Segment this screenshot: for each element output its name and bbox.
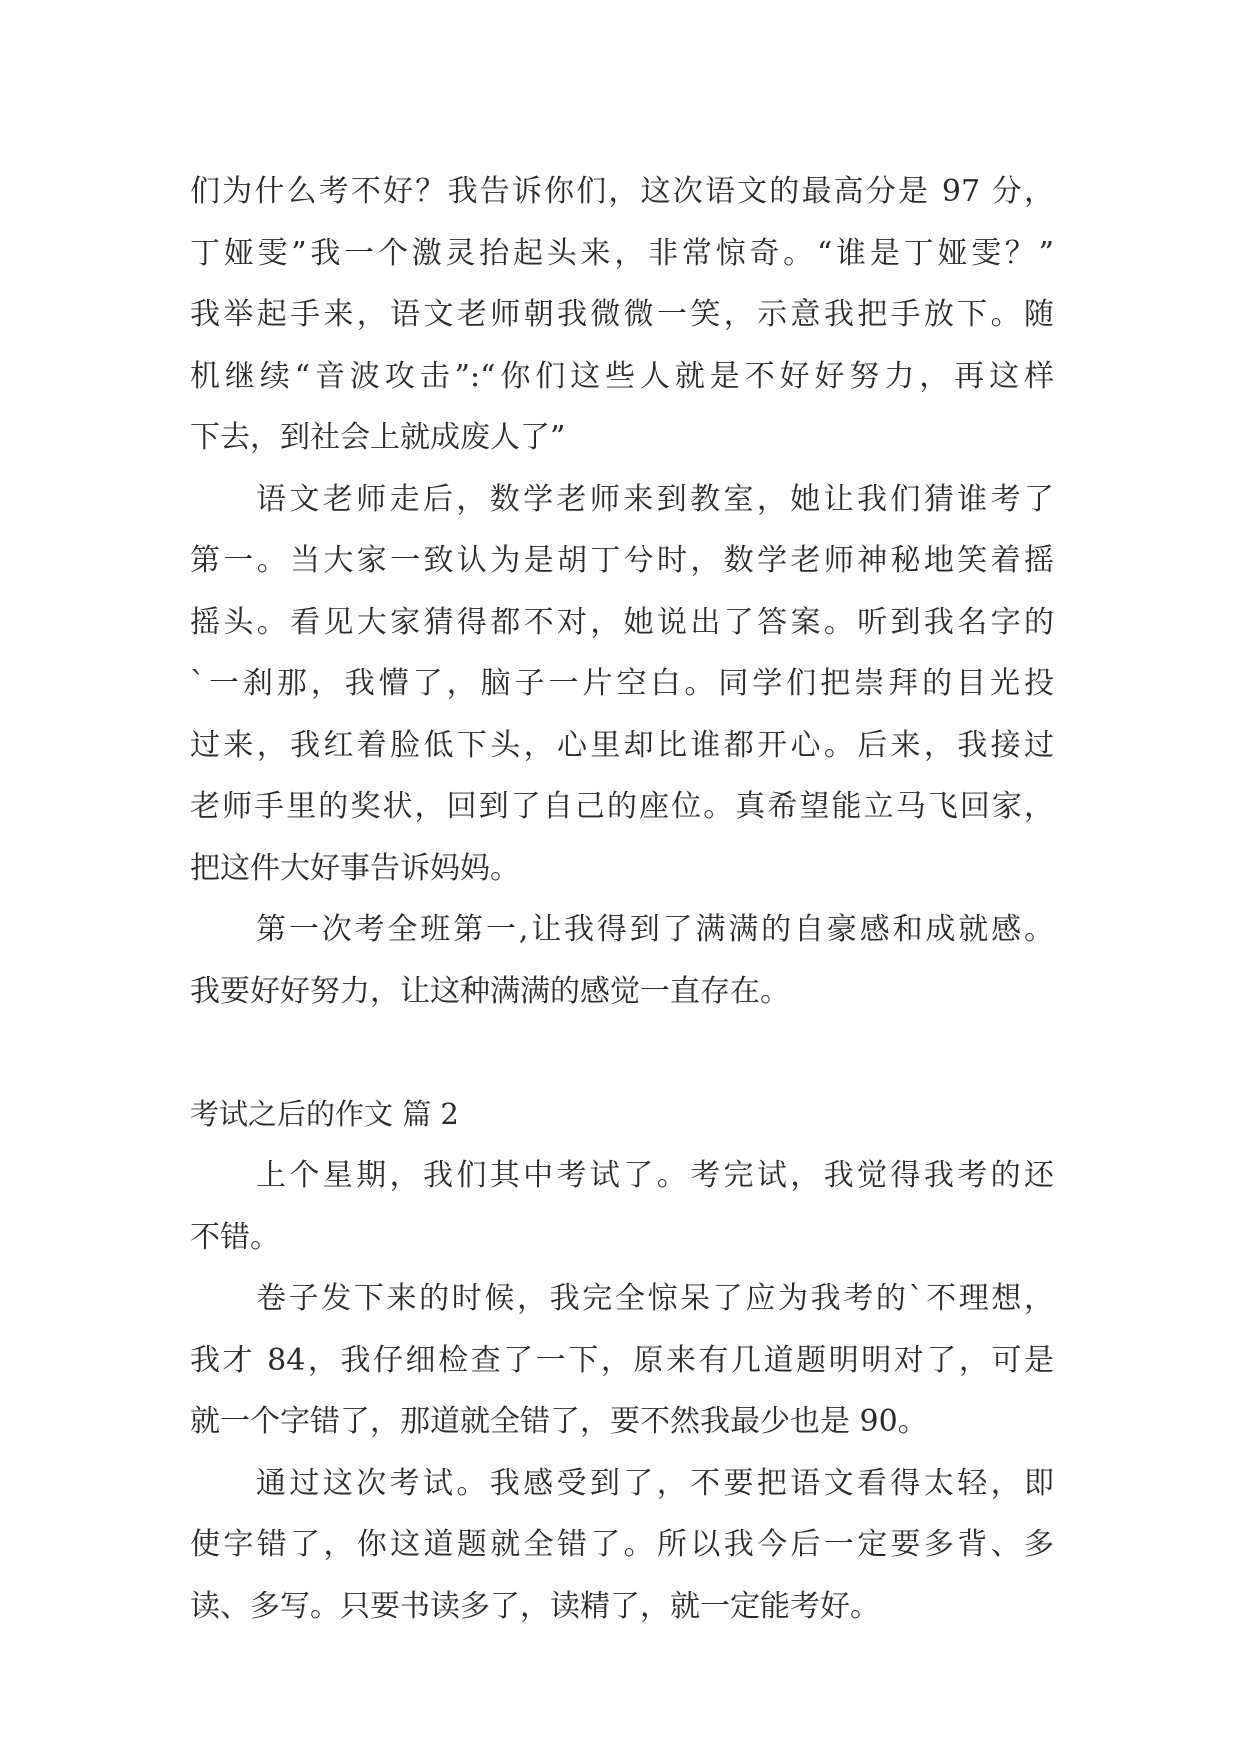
text-line: 使字错了，你这道题就全错了。所以我今后一定要多背、多 (190, 1527, 1054, 1562)
paragraph-first-line: 卷子发下来的时候，我完全惊呆了应为我考的`不理想， (256, 1281, 1054, 1316)
section-heading: 考试之后的作文 篇 2 (190, 1096, 459, 1131)
paragraph-first-line: 第一次考全班第一,让我得到了满满的自豪感和成就感。 (256, 912, 1054, 947)
text-line: 我举起手来，语文老师朝我微微一笑，示意我把手放下。随 (190, 297, 1054, 332)
paragraph-first-line: 通过这次考试。我感受到了，不要把语文看得太轻，即 (256, 1465, 1054, 1501)
text-line: 读、多写。只要书读多了，读精了，就一定能考好。 (190, 1588, 880, 1624)
text-line: 摇头。看见大家猜得都不对，她说出了答案。听到我名字的 (190, 604, 1054, 640)
text-line: 下去，到社会上就成废人了” (190, 420, 566, 455)
paragraph-first-line: 语文老师走后，数学老师来到教室，她让我们猜谁考了 (256, 481, 1054, 517)
text-line: 老师手里的奖状，回到了自己的座位。真希望能立马飞回家， (190, 789, 1054, 824)
text-line: 们为什么考不好？我告诉你们，这次语文的最高分是 97 分， (190, 174, 1054, 209)
text-line: 不错。 (190, 1219, 280, 1255)
text-line: 丁娅雯”我一个激灵抬起头来，非常惊奇。“谁是丁娅雯？” (190, 235, 1054, 271)
text-line: 第一。当大家一致认为是胡丁兮时，数学老师神秘地笑着摇 (190, 543, 1054, 578)
text-line: 过来，我红着脸低下头，心里却比谁都开心。后来，我接过 (190, 727, 1054, 763)
paragraph-gap (190, 1022, 1054, 1084)
text-line: 就一个字错了，那道就全错了，要不然我最少也是 90。 (190, 1404, 928, 1439)
paragraph-first-line: 上个星期，我们其中考试了。考完试，我觉得我考的还 (256, 1158, 1054, 1193)
text-line: 机继续“音波攻击”:“你们这些人就是不好好努力，再这样 (190, 358, 1054, 394)
text-line: `一刹那，我懵了，脑子一片空白。同学们把崇拜的目光投 (190, 666, 1054, 701)
text-line: 我才 84，我仔细检查了一下，原来有几道题明明对了，可是 (190, 1342, 1054, 1378)
document-body (190, 161, 1054, 1637)
text-line: 把这件大好事告诉妈妈。 (190, 850, 520, 886)
text-line: 我要好好努力，让这种满满的感觉一直存在。 (190, 973, 790, 1009)
